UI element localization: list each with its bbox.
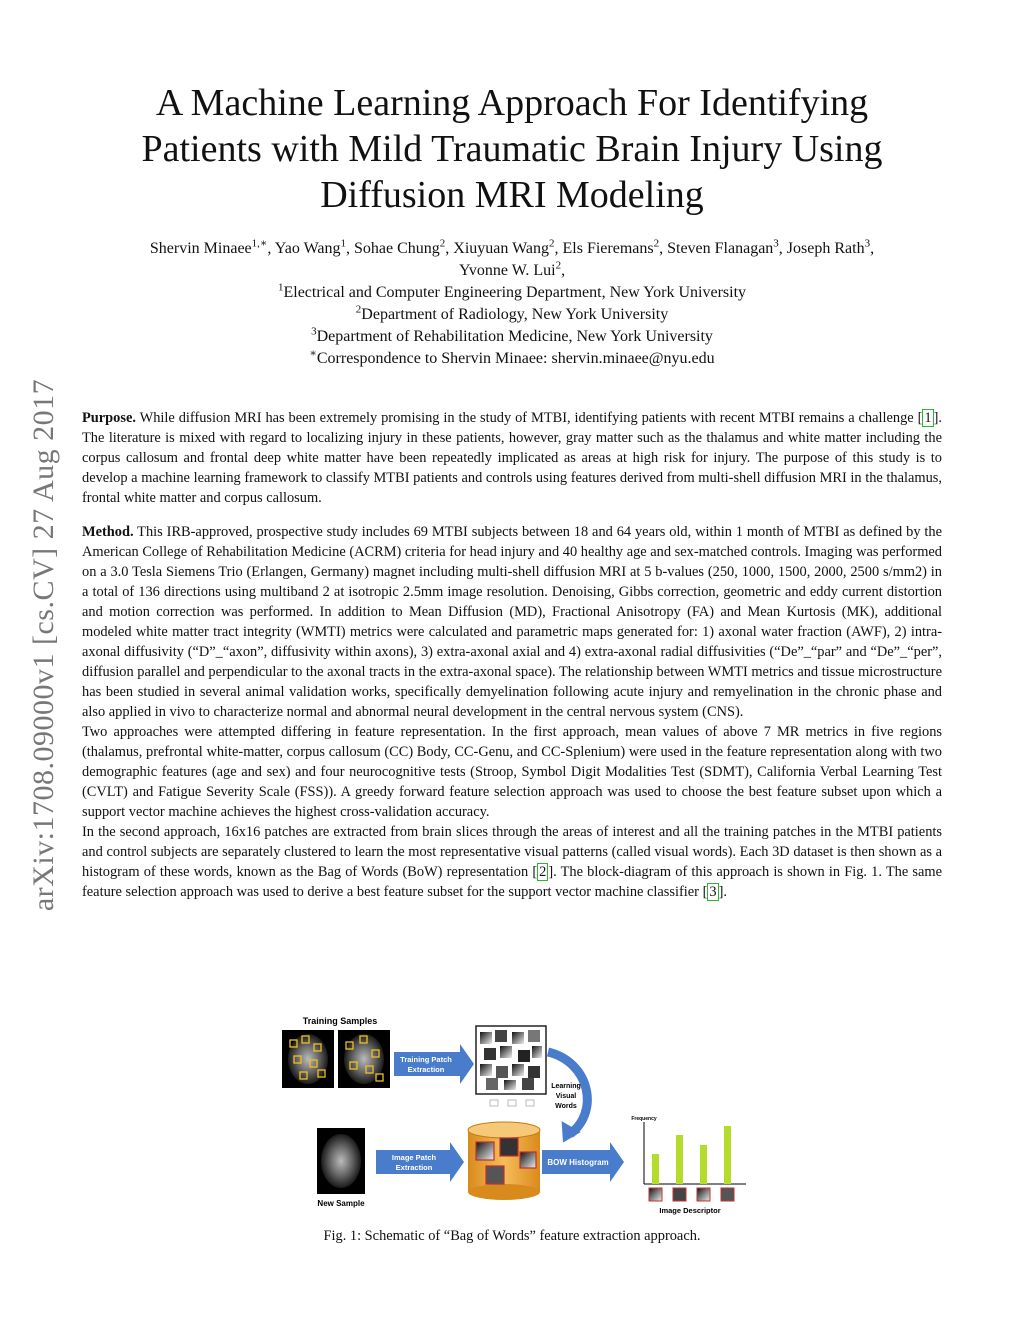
citation-link[interactable]: 2 bbox=[539, 864, 547, 880]
bow-histogram-label: BOW Histogram bbox=[547, 1158, 609, 1167]
affiliation-text: Correspondence to Shervin Minaee: shervin.minaee@nyu.edu bbox=[316, 350, 715, 367]
training-patch-label-2: Extraction bbox=[407, 1065, 445, 1074]
method-text: This IRB-approved, prospective study includes 69 MTBI subjects between 18 and 64 years old, within 1 month of MTBI as defined by the American College of Rehabilitation Medicine (ACRM) criteria for head injury and 40 healthy age and sex-matched controls. Imaging was performed on a 3.0 Tesla Siemens Trio (Erlangen, Germany) magnet including multi-shell diffusion MRI at 5 b-values (250, 1000, 1500, 2000, 2500 s/mm2) in a total of 136 directions using multiband 2 at isotropic 2.5mm image resolution. Denoising, Gibbs correction, geometric and eddy current distortion and motion correction was performed. In addition to Mean Diffusion (MD), Fractional Anisotropy (FA) and Mean Kurtosis (MK), additional modeled white matter tract integrity (WMTI) metrics were calculated and parametric maps generated for: 1) axonal water fraction (AWF), 2) intra-axonal diffusivity (“D”_“axon”, diffusivity within axons), 3) extra-axonal axial and 4) extra-axonal radial diffusivities (“De”_“par” and “De”_“per”, diffusion parallel and perpendicular to the axonal tracts in the extra-axonal space). The relationship between WMTI metrics and tissue microstructure has been studied in several animal validation works, specifically demyelination following acute injury and remyelination in the chronic phase and also applied in vivo to characterize normal and abnormal neural development in the central nervous system (CNS). bbox=[82, 524, 942, 720]
histogram-bar bbox=[652, 1154, 659, 1184]
training-samples-label: Training Samples bbox=[302, 1016, 378, 1026]
image-descriptor-label: Image Descriptor bbox=[659, 1206, 721, 1215]
citation-link[interactable]: 3 bbox=[709, 884, 717, 900]
method-text: In the second approach, 16x16 patches are extracted from brain slices through the areas of interest and all the training patches in the MTBI patients and control subjects are separately clustered to learn the most representative visual patterns (called visual words). Each 3D dataset is then shown as a histogram of these words, known as the Bag of Words (BoW) representation bbox=[82, 824, 942, 880]
affiliation-text: Department of Radiology, New York University bbox=[361, 306, 669, 323]
author-sup: 3 bbox=[864, 237, 871, 250]
affiliation-3 bbox=[82, 326, 942, 348]
author-sup: 2 bbox=[439, 237, 446, 250]
author-name: Shervin Minaee bbox=[149, 240, 252, 257]
author-line-2 bbox=[82, 260, 942, 282]
author-name: Yvonne W. Lui bbox=[458, 262, 556, 279]
method-heading: Method. bbox=[82, 524, 134, 540]
method-text: . bbox=[723, 884, 727, 900]
affiliation-text: Electrical and Computer Engineering Department, New York University bbox=[283, 284, 747, 301]
figure-caption: Fig. 1: Schematic of “Bag of Words” feature extraction approach. bbox=[323, 1228, 701, 1244]
image-patch-label-2: Extraction bbox=[395, 1163, 433, 1172]
bow-schematic-figure bbox=[280, 1012, 750, 1217]
author-name: , Joseph Rath bbox=[778, 240, 865, 257]
purpose-heading: Purpose. bbox=[82, 410, 136, 426]
purpose-paragraph: Purpose. While diffusion MRI has been extremely promising in the study of MTBI, identifying patients with recent MTBI remains a challenge [ 1 ]. The literature is mixed with regard to localizing injury in these patients, however, gray matter such as the thalamus and white matter including the corpus callosum and frontal deep white matter have been repeatedly implicated as areas at high risk for injury. The purpose of this study is to develop a machine learning framework to classify MTBI patients and controls using features derived from multi-shell diffusion MRI in the thalamus, frontal white matter and corpus callosum. bbox=[82, 410, 942, 506]
learning-label-3: Words bbox=[555, 1103, 577, 1110]
database-bottom bbox=[468, 1184, 540, 1200]
author-sup: 1,∗ bbox=[251, 237, 268, 250]
image-patch-arrow bbox=[376, 1142, 464, 1182]
purpose-text: . The literature is mixed with regard to localizing injury in these patients, however, gray matter such as the thalamus and white matter including the corpus callosum and frontal deep white matter have been repeatedly implicated as areas at high risk for injury. The purpose of this study is to develop a machine learning framework to classify MTBI patients and controls using features derived from multi-shell diffusion MRI in the thalamus, frontal white matter and corpus callosum. bbox=[82, 410, 942, 506]
histogram-bar bbox=[676, 1135, 683, 1184]
paper-body bbox=[82, 408, 942, 902]
citation-link[interactable]: 1 bbox=[924, 410, 932, 426]
title-line-2: Patients with Mild Traumatic Brain Injury Using bbox=[141, 128, 883, 170]
author-sup: 1 bbox=[340, 237, 346, 250]
affiliation-sup: ∗ bbox=[309, 347, 317, 360]
author-sup: 2 bbox=[555, 259, 562, 272]
histogram-bar bbox=[700, 1145, 707, 1184]
author-name: , Yao Wang bbox=[267, 240, 341, 257]
author-line-1 bbox=[82, 238, 942, 260]
author-sup: 2 bbox=[653, 237, 660, 250]
learning-label-2: Visual bbox=[555, 1093, 577, 1100]
affiliation-2 bbox=[82, 304, 942, 326]
author-sup: 3 bbox=[773, 237, 779, 250]
author-name: , Steven Flanagan bbox=[659, 240, 774, 257]
author-block bbox=[82, 238, 942, 370]
method-paragraph-3: In the second approach, 16x16 patches are extracted from brain slices through the areas of interest and all the training patches in the MTBI patients and control subjects are separately clustered to learn the most representative visual patterns (called visual words). Each 3D dataset is then shown as a histogram of these words, known as the Bag of Words (BoW) representation [ 2 ]. The block-diagram of this approach is shown in Fig. 1. The same feature selection approach was used to derive a best feature subset for the support vector machine classifier [ 3 ]. bbox=[82, 824, 943, 900]
author-sep: , bbox=[561, 262, 566, 279]
training-arrow bbox=[394, 1044, 474, 1084]
brain-scan bbox=[321, 1134, 361, 1188]
affiliation-sup: 2 bbox=[355, 303, 362, 316]
arxiv-sidebar bbox=[14, 345, 74, 945]
frequency-axis-label: Frequency bbox=[631, 1116, 657, 1122]
author-name: , Xiuyuan Wang bbox=[445, 240, 549, 257]
title-line-1: A Machine Learning Approach For Identifying bbox=[155, 82, 869, 124]
author-sep: , bbox=[870, 240, 875, 257]
affiliation-sup: 1 bbox=[277, 281, 284, 294]
affiliation-1 bbox=[82, 282, 942, 304]
database-top bbox=[468, 1122, 540, 1138]
author-name: , Sohae Chung bbox=[345, 240, 440, 257]
affiliation-sup: 3 bbox=[311, 325, 317, 338]
method-paragraph-2: Two approaches were attempted differing in feature representation. In the first approach, mean values of above 7 MR metrics in five regions (thalamus, prefrontal white-matter, corpus callosum (CC) Body, CC-Genu, and CC-Splenium) were used in the feature representation along with two demographic features (age and sex) and four neurocognitive tests (Stroop, Symbol Digit Modalities Test (SDMT), California Verbal Learning Test (CVLT) and Fatigue Severity Scale (FSS)). A greedy forward feature selection approach was used to choose the best feature subset upon which a support vector machine achieves the highest cross-validation accuracy. bbox=[82, 724, 942, 820]
affiliation-text: Department of Rehabilitation Medicine, New York University bbox=[316, 328, 713, 345]
histogram-bar bbox=[724, 1126, 731, 1184]
author-sup: 2 bbox=[549, 237, 555, 250]
new-sample-label: New Sample bbox=[317, 1199, 365, 1208]
correspondence bbox=[82, 348, 942, 370]
arxiv-identifier: arXiv:1708.09000v1 [cs.CV] 27 Aug 2017 bbox=[27, 378, 60, 912]
descriptor-patches bbox=[649, 1188, 734, 1201]
method-text: . The block-diagram of this approach is shown in Fig. 1. The same feature selection approach was used to derive a best feature subset for the support vector machine classifier bbox=[82, 864, 943, 900]
image-patch-label-1: Image Patch bbox=[391, 1153, 437, 1162]
training-patch-label-1: Training Patch bbox=[400, 1055, 452, 1064]
learning-label-1: Learning bbox=[551, 1083, 581, 1090]
paper-title bbox=[82, 80, 942, 218]
patch-thumbnails bbox=[490, 1100, 534, 1106]
purpose-text: While diffusion MRI has been extremely promising in the study of MTBI, identifying patients with recent MTBI remains a challenge bbox=[135, 410, 918, 426]
author-name: , Els Fieremans bbox=[554, 240, 654, 257]
method-paragraph bbox=[82, 522, 942, 722]
title-line-3: Diffusion MRI Modeling bbox=[320, 174, 704, 216]
